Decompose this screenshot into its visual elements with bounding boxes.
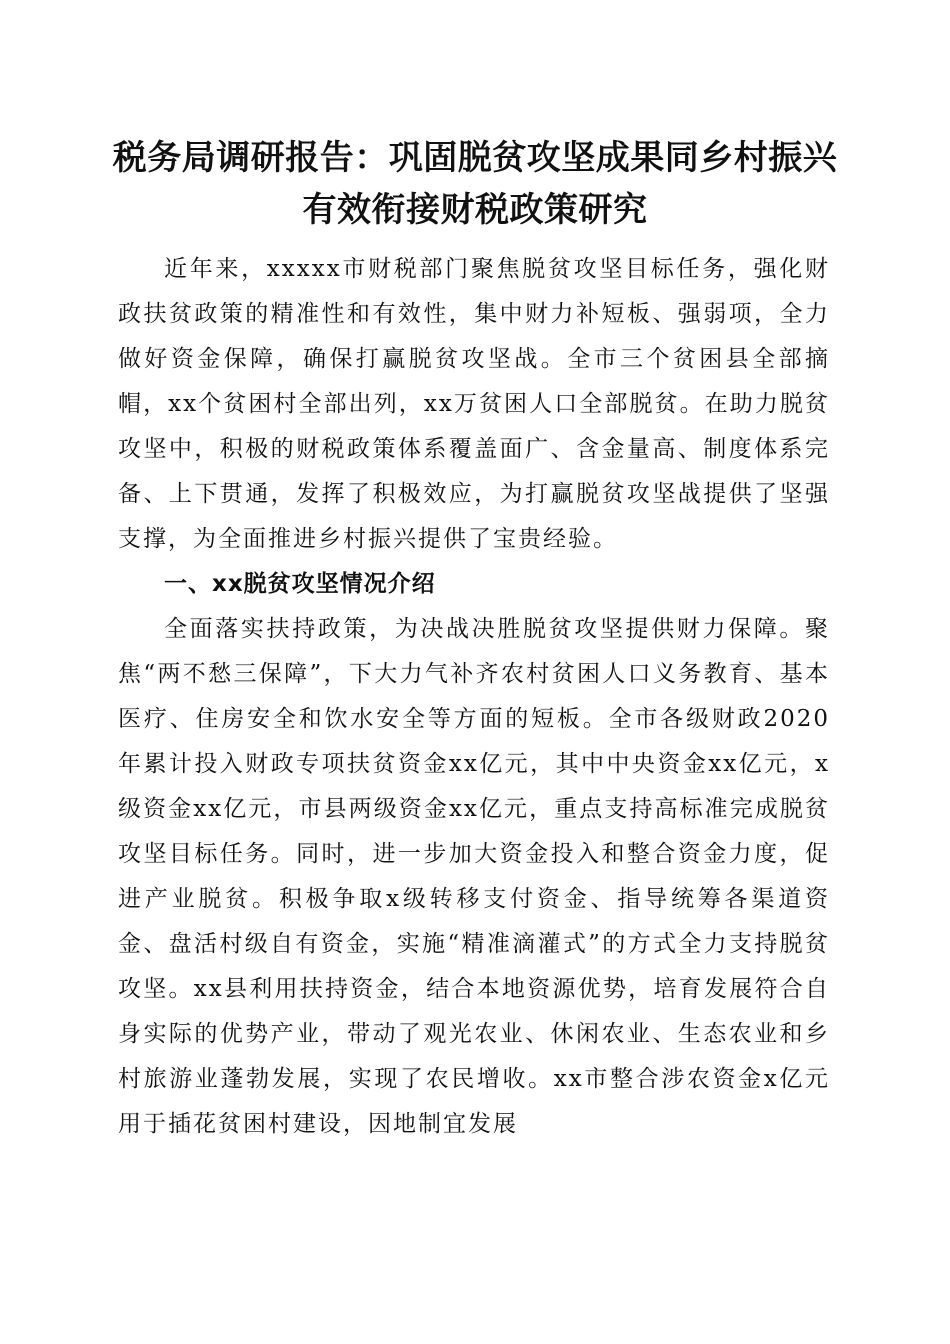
intro-paragraph: 近年来，xxxxx市财税部门聚焦脱贫攻坚目标任务，强化财政扶贫政策的精准性和有效性，集中财力补短板、强弱项，全力做好资金保障，确保打赢脱贫攻坚战。全市三个贫困县全部摘帽，xx个贫困村全部出列，xx万贫困人口全部脱贫。在助力脱贫攻坚中，积极的财税政策体系覆盖面广、含金量高、制度体系完备、上下贯通，发挥了积极效应，为打赢脱贫攻坚战提供了坚强支撑，为全面推进乡村振兴提供了宝贵经验。 bbox=[118, 256, 830, 552]
section-heading: 一、xx脱贫攻坚情况介绍 bbox=[164, 571, 436, 597]
section-paragraph: 全面落实扶持政策，为决战决胜脱贫攻坚提供财力保障。聚焦“两不愁三保障”，下大力气补齐农村贫困人口义务教育、基本医疗、住房安全和饮水安全等方面的短板。全市各级财政2020年累计投入财政专项扶贫资金xx亿元，其中中央资金xx亿元，x级资金xx亿元，市县两级资金xx亿元，重点支持高标准完成脱贫攻坚目标任务。同时，进一步加大资金投入和整合资金力度，促进产业脱贫。积极争取x级转移支付资金、指导统筹各渠道资金、盘活村级自有资金，实施“精准滴灌式”的方式全力支持脱贫攻坚。xx县利用扶持资金，结合本地资源优势，培育发展符合自身实际的优势产业，带动了观光农业、休闲农业、生态农业和乡村旅游业蓬勃发展，实现了农民增收。xx市整合涉农资金x亿元用于插花贫困村建设，因地制宜发展 bbox=[118, 616, 830, 1137]
document-title: 税务局调研报告：巩固脱贫攻坚成果同乡村振兴有效衔接财税政策研究 bbox=[112, 138, 838, 230]
document-body bbox=[118, 247, 830, 1147]
